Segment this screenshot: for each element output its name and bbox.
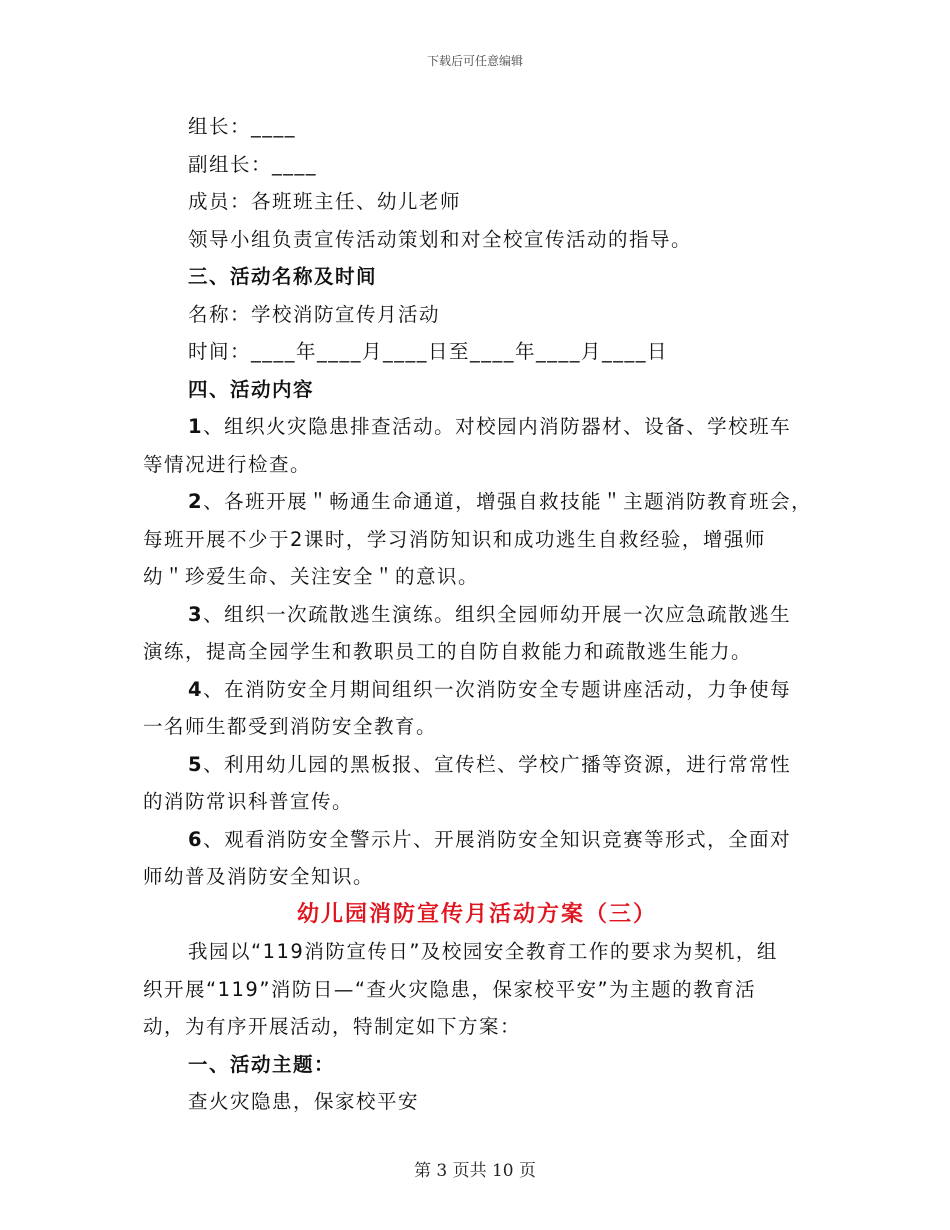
item-2-line-2: 每班开展不少于2课时，学习消防知识和成功逃生自救经验，增强师 (143, 527, 766, 551)
leadership-duty-line: 领导小组负责宣传活动策划和对全校宣传活动的指导。 (188, 227, 693, 251)
item-text: 、观看消防安全警示片、开展消防安全知识竞赛等形式，全面对 (203, 827, 792, 851)
intro-line-1: 我园以“119消防宣传日”及校园安全教育工作的要求为契机，组 (188, 940, 778, 963)
item-number: 4 (188, 677, 204, 701)
item-text: 、组织一次疏散逃生演练。组织全园师幼开展一次应急疏散逃生 (203, 602, 792, 626)
item-3-line-2: 演练，提高全园学生和教职员工的自防自救能力和疏散逃生能力。 (143, 640, 753, 663)
document-body (143, 108, 811, 1121)
intro-line-3: 动，为有序开展活动，特制定如下方案： (143, 1015, 522, 1038)
item-5-line-1 (143, 746, 811, 784)
item-6-line-2: 师幼普及消防安全知识。 (143, 865, 375, 888)
item-5-line-2: 的消防常识科普宣传。 (143, 790, 354, 813)
item-text: 、在消防安全月期间组织一次消防安全专题讲座活动，力争使每 (203, 677, 792, 701)
item-number: 3 (188, 602, 204, 626)
section-1-heading: 一、活动主题： (188, 1052, 336, 1076)
leader-line: 组长：____ (188, 115, 297, 138)
item-1-line-1 (143, 408, 811, 446)
page-footer: 第 3 页共 10 页 (413, 1161, 537, 1181)
item-text: 、组织火灾隐患排查活动。对校园内消防器材、设备、学校班车 (203, 415, 792, 438)
theme-line: 查火灾隐患，保家校平安 (188, 1090, 420, 1113)
section-4-heading: 四、活动内容 (188, 377, 315, 401)
item-number: 6 (188, 827, 204, 851)
document-title: 幼儿园消防宣传月活动方案（三） (296, 901, 657, 927)
item-1-line-2: 等情况进行检查。 (143, 452, 312, 476)
item-number: 5 (188, 752, 204, 776)
activity-time-line: 时间：____年____月____日至____年____月____日 (188, 340, 669, 363)
intro-line-2: 织开展“119”消防日—“查火灾隐患，保家校平安”为主题的教育活 (143, 977, 757, 1001)
vice-leader-line: 副组长：____ (188, 152, 318, 176)
item-4-line-2: 一名师生都受到消防安全教育。 (143, 715, 438, 738)
activity-name-line: 名称：学校消防宣传月活动 (188, 302, 441, 326)
section-3-heading: 三、活动名称及时间 (188, 265, 378, 288)
item-6-line-1 (143, 821, 811, 859)
page-header: 下载后可任意编辑 (426, 54, 523, 68)
members-line: 成员：各班班主任、幼儿老师 (188, 190, 462, 213)
item-3-line-1 (143, 596, 811, 634)
item-2-line-3: 幼＂珍爱生命、关注安全＂的意识。 (143, 565, 480, 588)
item-number: 1 (188, 415, 204, 438)
item-4-line-1 (143, 671, 811, 709)
item-number: 2 (188, 490, 204, 513)
item-2-line-1 (143, 483, 811, 521)
item-text: 、各班开展＂畅通生命通道，增强自救技能＂主题消防教育班会， (203, 490, 813, 513)
item-text: 、利用幼儿园的黑板报、宣传栏、学校广播等资源，进行常常性 (203, 752, 792, 776)
